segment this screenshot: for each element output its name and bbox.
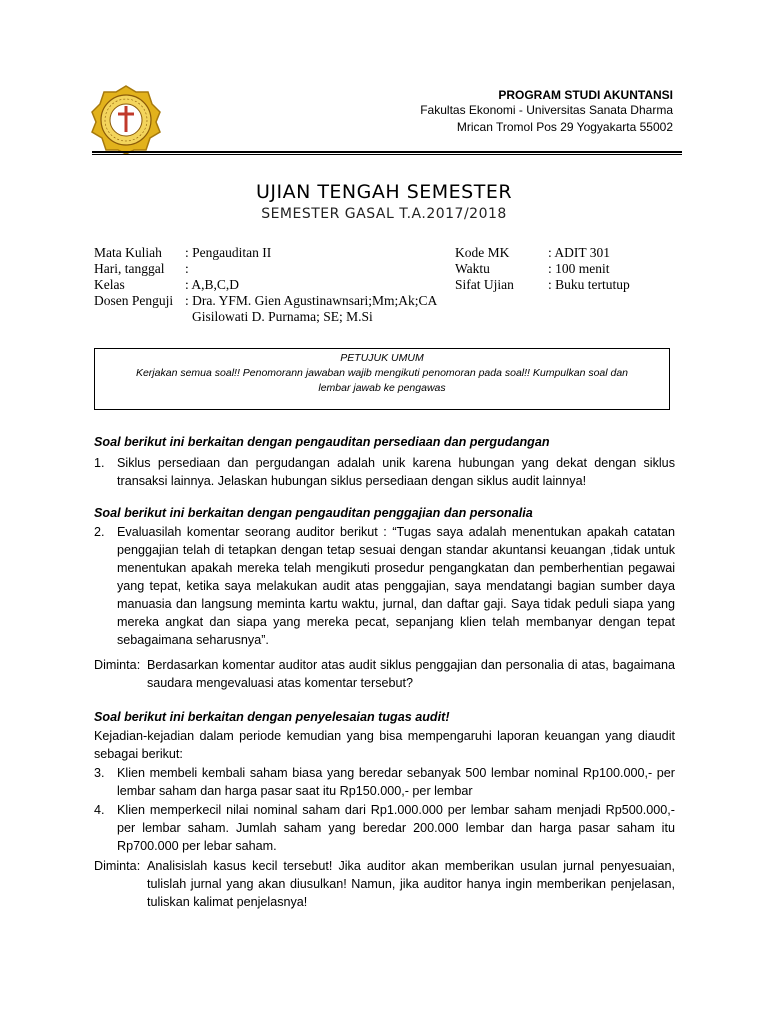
instructions-line-2: lembar jawab ke pengawas: [318, 382, 446, 394]
general-instructions-box: [94, 348, 670, 410]
program-name: PROGRAM STUDI AKUNTANSI: [498, 88, 673, 102]
course-code-label: Kode MK: [455, 245, 510, 260]
section-2-heading: Soal berikut ini berkaitan dengan pengauditan penggajian dan personalia: [94, 506, 533, 520]
duration-value: : 100 menit: [548, 261, 610, 276]
course-code-value: : ADIT 301: [548, 245, 611, 260]
course-value: : Pengauditan II: [185, 245, 272, 260]
course-label: Mata Kuliah: [94, 245, 162, 260]
exam-type-value: : Buku tertutup: [548, 277, 630, 292]
examiner-value-1: : Dra. YFM. Gien Agustinawnsari;Mm;Ak;CA: [185, 293, 438, 308]
question-3-text: Klien membeli kembali saham biasa yang beredar sebanyak 500 lembar nominal Rp100.000,- per lembar saham dan harga pasar saat itu Rp150.000,- per lembar: [117, 766, 675, 798]
question-34-diminta-label: Diminta:: [94, 859, 141, 873]
exam-type-label: Sifat Ujian: [455, 277, 514, 292]
instructions-heading: PETUJUK UMUM: [340, 352, 424, 364]
question-2-number: 2.: [94, 525, 105, 539]
question-4-number: 4.: [94, 803, 105, 817]
exam-title: UJIAN TENGAH SEMESTER: [255, 181, 513, 203]
question-1-number: 1.: [94, 456, 105, 470]
examiner-value-2: Gisilowati D. Purnama; SE; M.Si: [192, 309, 373, 324]
question-2-diminta-label: Diminta:: [94, 658, 141, 672]
date-label: Hari, tanggal: [94, 261, 165, 276]
question-4-text: Klien memperkecil nilai nominal saham dari Rp1.000.000 per lembar saham menjadi Rp500.000,- per lembar saham. Jumlah saham yang beredar 200.000 lembar dan harga pasar saham itu Rp700.000 per lebar saham.: [117, 803, 675, 853]
exam-subtitle: SEMESTER GASAL T.A.2017/2018: [261, 206, 507, 222]
class-value: : A,B,C,D: [185, 277, 240, 292]
question-2-diminta-text: Berdasarkan komentar auditor atas audit siklus penggajian dan personalia di atas, bagaimana saudara mengevaluasi atas komentar tersebut?: [147, 658, 675, 690]
header-rule-thick: [92, 151, 682, 153]
section-3-intro: Kejadian-kejadian dalam periode kemudian yang bisa mempengaruhi laporan keuangan yang diaudit sebagai berikut:: [94, 729, 675, 761]
examiner-label: Dosen Penguji: [94, 293, 174, 308]
section-1-heading: Soal berikut ini berkaitan dengan pengauditan persediaan dan pergudangan: [94, 435, 550, 449]
faculty-address: Mrican Tromol Pos 29 Yogyakarta 55002: [456, 120, 673, 134]
question-3-number: 3.: [94, 766, 105, 780]
university-seal-icon: [90, 84, 162, 156]
question-34-diminta-text: Analisislah kasus kecil tersebut! Jika auditor akan memberikan usulan jurnal penyesuaian, tulislah jurnal yang akan diusulkan! Namun, jika auditor hanya ingin memberikan penjelasan, tuliskan kalimat penjelasnya!: [147, 859, 675, 909]
duration-label: Waktu: [455, 261, 490, 276]
faculty-name: Fakultas Ekonomi - Universitas Sanata Dharma: [420, 103, 673, 117]
instructions-line-1: Kerjakan semua soal!! Penomorann jawaban wajib mengikuti penomoran pada soal!! Kumpulkan soal dan: [135, 367, 629, 379]
header-rule-thin: [92, 154, 682, 155]
question-1-text: Siklus persediaan dan pergudangan adalah unik karena hubungan yang dekat dengan siklus transaksi lainnya. Jelaskan hubungan siklus persediaan dengan siklus audit lainnya!: [117, 456, 675, 488]
class-label: Kelas: [94, 277, 125, 292]
section-3-heading: Soal berikut ini berkaitan dengan penyelesaian tugas audit!: [94, 710, 450, 724]
question-2-text: Evaluasilah komentar seorang auditor berikut : “Tugas saya adalah menentukan apakah catatan penggajian telah di tetapkan dengan tetap sesuai dengan standar akuntansi keuangan ,tidak untuk menentukan apakah mereka telah mengikuti prosedur pengangkatan dan pemberhentian pegawai yang tepat, ketika saya melakukan audit atas penggajian, saya mendatangi bagian sumber daya manuasia dan langsung meminta kartu waktu, jurnal, dan daftar gaji. Saya tidak peduli siapa yang mereka angkat dan siapa yang mereka pecat, sepanjang klien telah membanyar dengan tepat sebagaimana seharusnya”.: [117, 525, 675, 647]
date-value: :: [185, 261, 189, 276]
